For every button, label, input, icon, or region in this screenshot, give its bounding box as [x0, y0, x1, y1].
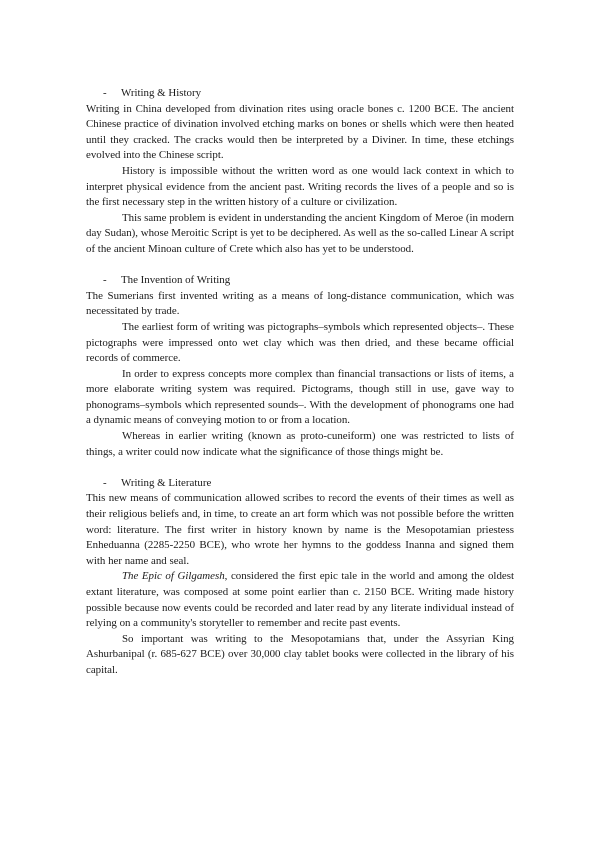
section-heading-writing-literature	[86, 476, 514, 492]
paragraph: This new means of communication allowed scribes to record the events of their times as well as their religious beliefs and, in time, to create an art form which was not possible before the written word: literature. The first writer in history known by name is the Mesopotamian priestess Enheduanna (2285-2250 BCE), who wrote her hymns to the goddess Inanna and signed them with her name and seal.	[86, 492, 514, 567]
paragraph: This same problem is evident in understanding the ancient Kingdom of Meroe (in modern day Sudan), whose Meroitic Script is yet to be deciphered. As well as the so-called Linear A script of the ancient Minoan culture of Crete which also has yet to be understood.	[86, 211, 514, 255]
paragraph-text: , considered the first epic tale in the world and among the oldest extant literature, was composed at some point earlier than c. 2150 BCE. Writing made history possible because now events could be recorded and later read by any literate individual instead of relying on a community's storyteller to remember and recite past events.	[86, 570, 514, 630]
paragraph: In order to express concepts more complex than financial transactions or lists of items, a more elaborate writing system was required. Pictograms, though still in use, gave way to phonograms–symbols which represented sounds–. With the development of phonograms one had a dynamic means of conveying motion to or from a location.	[86, 367, 514, 427]
paragraph: Whereas in earlier writing (known as proto-cuneiform) one was restricted to lists of things, a writer could now indicate what the significance of those things might be.	[86, 430, 514, 458]
document-page	[86, 86, 514, 679]
bullet-dash: -	[103, 476, 107, 489]
paragraph: Writing in China developed from divination rites using oracle bones c. 1200 BCE. The ancient Chinese practice of divination involved etching marks on bones or shells which were then heated until they cracked. The cracks would then be interpreted by a Diviner. In time, these etchings evolved into the Chinese script.	[86, 102, 514, 162]
heading-text: The Invention of Writing	[121, 274, 231, 287]
bullet-dash: -	[103, 274, 107, 287]
heading-text: Writing & Literature	[121, 476, 212, 489]
paragraph: The earliest form of writing was pictographs–symbols which represented objects–. These pictographs were impressed onto wet clay which was then dried, and these became official records of commerce.	[86, 320, 514, 365]
bullet-dash: -	[103, 87, 107, 99]
blank-line	[86, 460, 514, 476]
blank-line	[86, 258, 514, 274]
section-heading-writing-history	[86, 86, 514, 102]
paragraph: So important was writing to the Mesopotamians that, under the Assyrian King Ashurbanipal (r. 685-627 BCE) over 30,000 clay tablet books were collected in the library of his capital.	[86, 632, 514, 676]
paragraph: The Sumerians first invented writing as a means of long-distance communication, which was necessitated by trade.	[86, 289, 514, 318]
paragraph: History is impossible without the written word as one would lack context in which to interpret physical evidence from the ancient past. Writing records the lives of a people and so is the first necessary step in the written history of a culture or civilization.	[86, 164, 514, 209]
book-title: The Epic of Gilgamesh	[122, 570, 225, 583]
section-heading-invention-of-writing	[86, 273, 514, 289]
paragraph	[86, 569, 514, 631]
heading-text: Writing & History	[121, 87, 202, 99]
